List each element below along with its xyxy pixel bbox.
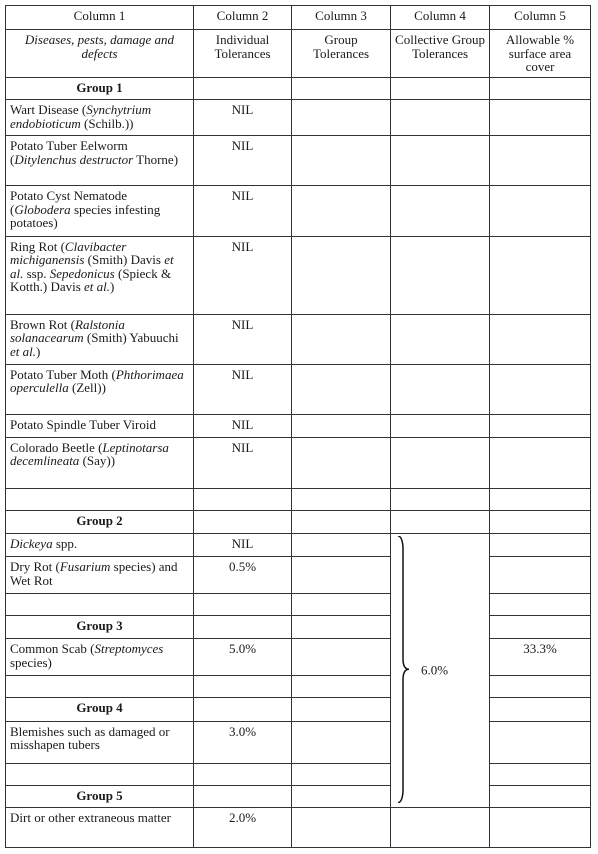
- individual-tolerance: NIL: [194, 136, 292, 186]
- group-title: Group 3: [6, 616, 194, 639]
- subheader-col2: Individual Tolerances: [194, 30, 292, 78]
- table-row: [6, 100, 591, 136]
- group-title-row: [6, 785, 591, 807]
- individual-tolerance: NIL: [194, 364, 292, 414]
- table-row: [6, 186, 591, 236]
- surface-area-cover: 33.3%: [490, 639, 591, 676]
- individual-tolerance: NIL: [194, 314, 292, 364]
- pest-name: Colorado Beetle (Leptinotarsa decemlineata (Say)): [6, 437, 194, 488]
- subheader-col4: Collective Group Tolerances: [391, 30, 490, 78]
- subheader-col3: Group Tolerances: [292, 30, 391, 78]
- individual-tolerance: NIL: [194, 100, 292, 136]
- pest-name: Potato Tuber Moth (Phthorimaea operculella (Zell)): [6, 364, 194, 414]
- table-row: [6, 136, 591, 186]
- group-title: Group 5: [6, 785, 194, 807]
- header-col1: Column 1: [6, 6, 194, 30]
- group-title: Group 2: [6, 511, 194, 534]
- pest-name: Potato Tuber Eelworm (Ditylenchus destructor Thorne): [6, 136, 194, 186]
- blank-row: [6, 489, 591, 511]
- table-row: [6, 437, 591, 488]
- header-row: [6, 6, 591, 30]
- group-title: Group 4: [6, 698, 194, 721]
- individual-tolerance: 3.0%: [194, 721, 292, 763]
- pest-name: Dry Rot (Fusarium species) and Wet Rot: [6, 557, 194, 594]
- table-row: [6, 807, 591, 847]
- header-col5: Column 5: [490, 6, 591, 30]
- group-title-row: [6, 616, 591, 639]
- blank-row: [6, 676, 591, 698]
- individual-tolerance: 5.0%: [194, 639, 292, 676]
- table-row: [6, 364, 591, 414]
- subheader-col5: Allowable % surface area cover: [490, 30, 591, 78]
- pest-name: Potato Spindle Tuber Viroid: [6, 414, 194, 437]
- table-row: [6, 314, 591, 364]
- pest-name: Brown Rot (Ralstonia solanacearum (Smith) Yabuuchi et al.): [6, 314, 194, 364]
- collective-tolerance-cell: [391, 534, 490, 808]
- header-col3: Column 3: [292, 6, 391, 30]
- collective-tolerance-value: 6.0%: [421, 662, 449, 678]
- subheader-row: [6, 30, 591, 78]
- header-col2: Column 2: [194, 6, 292, 30]
- table-row: [6, 534, 591, 557]
- pest-name: Dickeya spp.: [6, 534, 194, 557]
- individual-tolerance: 0.5%: [194, 557, 292, 594]
- pest-name: Dirt or other extraneous matter: [6, 807, 194, 847]
- brace-icon: [397, 536, 411, 803]
- header-col4: Column 4: [391, 6, 490, 30]
- individual-tolerance: NIL: [194, 236, 292, 314]
- individual-tolerance: NIL: [194, 414, 292, 437]
- table-row: [6, 639, 591, 676]
- individual-tolerance: 2.0%: [194, 807, 292, 847]
- group-title-row: [6, 78, 591, 100]
- blank-row: [6, 763, 591, 785]
- pest-name: Common Scab (Streptomyces species): [6, 639, 194, 676]
- group-title-row: [6, 698, 591, 721]
- table-row: [6, 557, 591, 594]
- subheader-col1: Diseases, pests, damage and defects: [6, 30, 194, 78]
- table-row: [6, 414, 591, 437]
- individual-tolerance: NIL: [194, 534, 292, 557]
- group-title: Group 1: [6, 78, 194, 100]
- individual-tolerance: NIL: [194, 437, 292, 488]
- pest-name: Ring Rot (Clavibacter michiganensis (Smith) Davis et al. ssp. Sepedonicus (Spieck & Kotth.) Davis et al.): [6, 236, 194, 314]
- table-row: [6, 236, 591, 314]
- individual-tolerance: NIL: [194, 186, 292, 236]
- tolerances-table: [5, 5, 591, 848]
- pest-name: Blemishes such as damaged or misshapen tubers: [6, 721, 194, 763]
- pest-name: Potato Cyst Nematode (Globodera species infesting potatoes): [6, 186, 194, 236]
- blank-row: [6, 594, 591, 616]
- pest-name: Wart Disease (Synchytrium endobioticum (Schilb.)): [6, 100, 194, 136]
- group-title-row: [6, 511, 591, 534]
- table-row: [6, 721, 591, 763]
